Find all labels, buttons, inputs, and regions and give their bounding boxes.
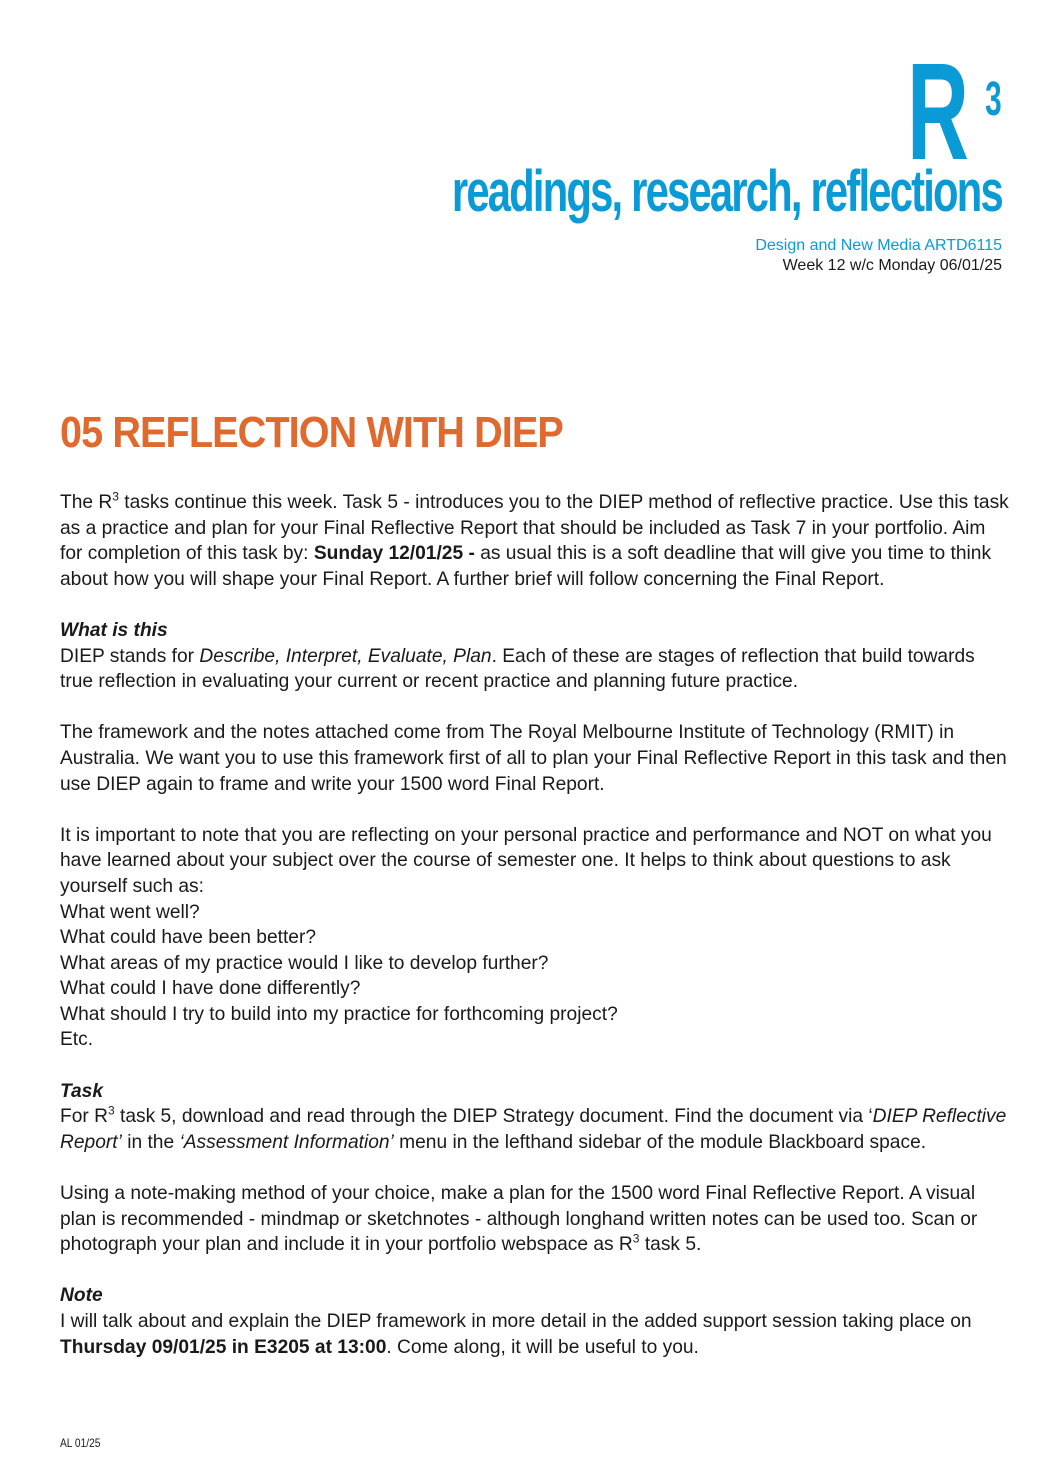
document-name: DIEP Reflective Report’ [60,1106,1007,1153]
r3-logo [238,35,1002,189]
important-text: It is important to note that you are reflecting on your personal practice and performance and NOT on what you have learned about your subject over the course of semester one. It helps to think about questions to ask yourself such as: [60,824,992,897]
footer-initials: AL 01/25 [60,1436,101,1450]
question-item: What should I try to build into my practice for forthcoming project? [60,1003,618,1025]
important-section [60,823,1010,1053]
course-name: Design and New Media ARTD6115 [755,237,1002,254]
question-item: What could I have done differently? [60,978,361,1000]
menu-name: ‘Assessment Information’ [179,1131,394,1153]
task-section: Task For $R^3$ task 5, download and read through the DIEP Strategy document. Find the document via ‘DIEP Reflective Report’ in the ‘Assessment Information’ menu in the lefthand sidebar of the module Blackboard space. [60,1079,1010,1156]
question-item: What went well? [60,901,200,923]
question-item: What areas of my practice would I like to develop further? [60,952,549,974]
intro-paragraph: The $R^3$ tasks continue this week. Task 5 - introduces you to the DIEP method of reflective practice. Use this task as a practice and plan for your Final Reflective Report that should be included as Task 7 in your portfolio. Aim for completion of this task by: Sunday 12/01/25 - as usual this is a soft deadline that will give you time to think about how you will shape your Final Report. A further brief will follow concerning the Final Report. [60,489,1009,590]
masthead [238,35,1002,276]
plan-paragraph: Using a note-making method of your choice, make a plan for the 1500 word Final Reflective Report. A visual plan is recommended - mindmap or sketchnotes - although longhand written notes can be used too. Scan or photograph your plan and include it in your portfolio webspace as $R^3$ task 5. [60,1183,978,1256]
diep-stages: Describe, Interpret, Evaluate, Plan [199,645,492,667]
what-heading: What is this [60,619,168,641]
page-title: 05 REFLECTION WITH DIEP [60,408,563,457]
session-details: Thursday 09/01/25 in E3205 at 13:00 [60,1336,387,1358]
week-label: Week 12 w/c Monday 06/01/25 [782,257,1002,274]
deadline: Sunday 12/01/25 - [313,543,475,565]
question-item: Etc. [60,1029,94,1051]
document-body [60,490,1010,1386]
logo-letter: R [907,35,968,189]
tagline: readings, research, reflections [452,159,1002,224]
what-section: What is this DIEP stands for Describe, Interpret, Evaluate, Plan. Each of these are stages of reflection that build towards true reflection in evaluating your current or recent practice and planning future practice. [60,618,1010,695]
note-heading: Note [60,1285,103,1307]
note-section: Note I will talk about and explain the DIEP framework in more detail in the added support session taking place on Thursday 09/01/25 in E3205 at 13:00. Come along, it will be useful to you. [60,1283,1010,1360]
framework-paragraph: The framework and the notes attached come from The Royal Melbourne Institute of Technology (RMIT) in Australia. We want you to use this framework first of all to plan your Final Reflective Report in this task and then use DIEP again to frame and write your 1500 word Final Report. [60,722,1007,795]
task-heading: Task [60,1080,104,1102]
question-item: What could have been better? [60,927,317,949]
logo-superscript: 3 [985,73,1002,126]
